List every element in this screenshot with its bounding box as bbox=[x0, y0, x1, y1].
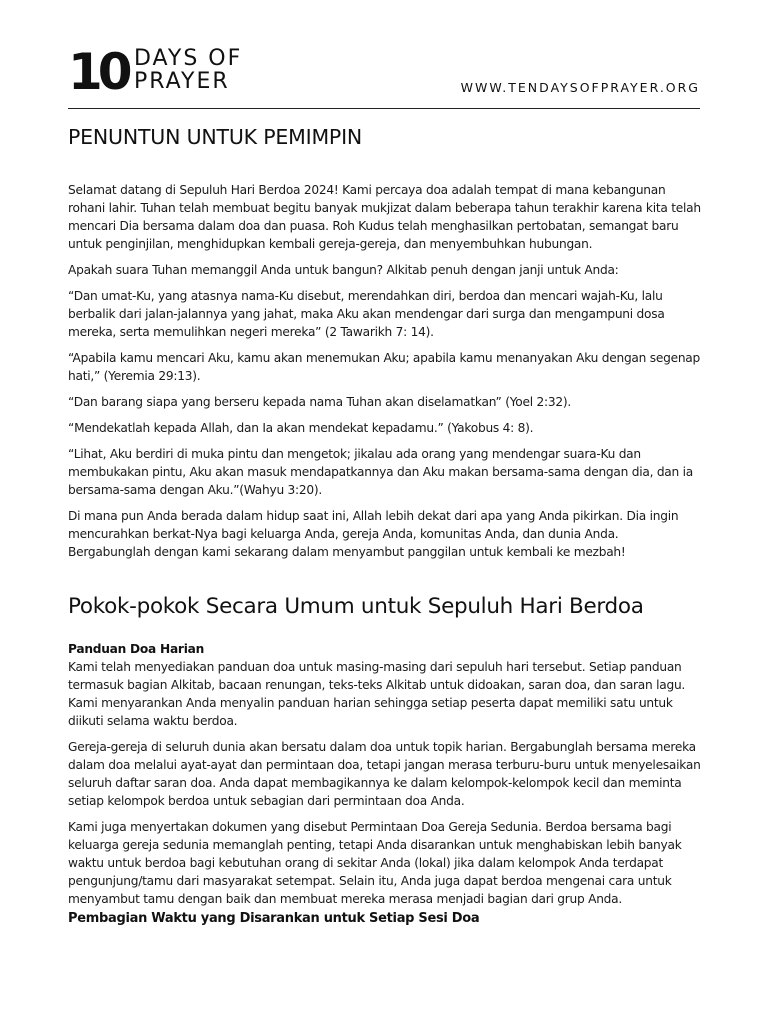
logo-text-prayer: PRAYER bbox=[134, 69, 230, 94]
website-url: WWW.TENDAYSOFPRAYER.ORG bbox=[460, 80, 700, 95]
section-title-general-points: Pokok-pokok Secara Umum untuk Sepuluh Hari Berdoa bbox=[68, 594, 644, 619]
page-header bbox=[68, 43, 700, 110]
scripture-quote: “Mendekatlah kepada Allah, dan Ia akan mendekat kepadamu.” (Yakobus 4: 8). bbox=[68, 421, 534, 435]
scripture-quote: “Dan barang siapa yang berseru kepada nama Tuhan akan diselamatkan” (Yoel 2:32). bbox=[68, 395, 571, 409]
section-leader-guide-body bbox=[68, 181, 702, 569]
paragraph: Apakah suara Tuhan memanggil Anda untuk bangun? Alkitab penuh dengan janji untuk Anda: bbox=[68, 263, 619, 277]
logo-number: 10 bbox=[68, 43, 128, 101]
header-divider bbox=[68, 108, 700, 109]
scripture-quote: “Dan umat-Ku, yang atasnya nama-Ku disebut, merendahkan diri, berdoa dan mencari wajah-Ku, lalu berbalik dari jalan-jalannya yang jahat, maka Aku akan mendengar dari surga dan mengampuni dosa mereka, serta memulihkan negeri mereka” (2 Tawarikh 7: 14). bbox=[68, 289, 665, 339]
subheading-time-allocation: Pembagian Waktu yang Disarankan untuk Setiap Sesi Doa bbox=[68, 911, 480, 926]
logo-text-days-of: DAYS OF bbox=[134, 46, 243, 71]
paragraph: Kami telah menyediakan panduan doa untuk masing-masing dari sepuluh hari tersebut. Setiap panduan termasuk bagian Alkitab, bacaan renungan, teks-teks Alkitab untuk didoakan, saran doa, dan saran lagu. Kami menyarankan Anda menyalin panduan harian sehingga setiap peserta dapat memiliki satu untuk diikuti selama waktu berdoa. bbox=[68, 660, 686, 728]
scripture-quote: “Lihat, Aku berdiri di muka pintu dan mengetok; jikalau ada orang yang mendengar suara-Ku dan membukakan pintu, Aku akan masuk mendapatkannya dan Aku makan bersama-sama dengan dia, dan ia bersama-sama dengan Aku.”(Wahyu 3:20). bbox=[68, 447, 693, 497]
subheading-daily-prayer-guide: Panduan Doa Harian bbox=[68, 642, 205, 656]
scripture-quote: “Apabila kamu mencari Aku, kamu akan menemukan Aku; apabila kamu menanyakan Aku dengan segenap hati,” (Yeremia 29:13). bbox=[68, 351, 701, 383]
section-title-leader-guide: PENUNTUN UNTUK PEMIMPIN bbox=[68, 125, 363, 149]
section-general-points-body bbox=[68, 640, 702, 916]
paragraph: Kami juga menyertakan dokumen yang disebut Permintaan Doa Gereja Sedunia. Berdoa bersama bagi keluarga gereja sedunia memanglah penting, tetapi Anda disarankan untuk menghabiskan lebih banyak waktu untuk berdoa bagi kebutuhan orang di sekitar Anda (lokal) jika dalam kelompok Anda terdapat pengunjung/tamu dari masyarakat setempat. Selain itu, Anda juga dapat berdoa mengenai cara untuk menyambut tamu dengan baik dan membuat mereka merasa menjadi bagian dari grup Anda. bbox=[68, 820, 682, 906]
paragraph: Di mana pun Anda berada dalam hidup saat ini, Allah lebih dekat dari apa yang Anda pikirkan. Dia ingin mencurahkan berkat-Nya bagi keluarga Anda, gereja Anda, komunitas Anda, dan dunia Anda. Bergabunglah dengan kami sekarang dalam menyambut panggilan untuk kembali ke mezbah! bbox=[68, 509, 679, 559]
paragraph: Gereja-gereja di seluruh dunia akan bersatu dalam doa untuk topik harian. Bergabunglah bersama mereka dalam doa melalui ayat-ayat dan permintaan doa, tetapi jangan merasa terburu-buru untuk menyelesaikan seluruh daftar saran doa. Anda dapat membagikannya ke dalam kelompok-kelompok kecil dan meminta setiap kelompok berdoa untuk sebagian dari permintaan doa Anda. bbox=[68, 740, 701, 808]
paragraph: Selamat datang di Sepuluh Hari Berdoa 2024! Kami percaya doa adalah tempat di mana kebangunan rohani lahir. Tuhan telah membuat begitu banyak mukjizat dalam beberapa tahun terakhir karena kita telah mencari Dia bersama dalam doa dan puasa. Roh Kudus telah menghasilkan pertobatan, semangat baru untuk penginjilan, menghidupkan kembali gereja-gereja, dan menyembuhkan hubungan. bbox=[68, 183, 701, 251]
